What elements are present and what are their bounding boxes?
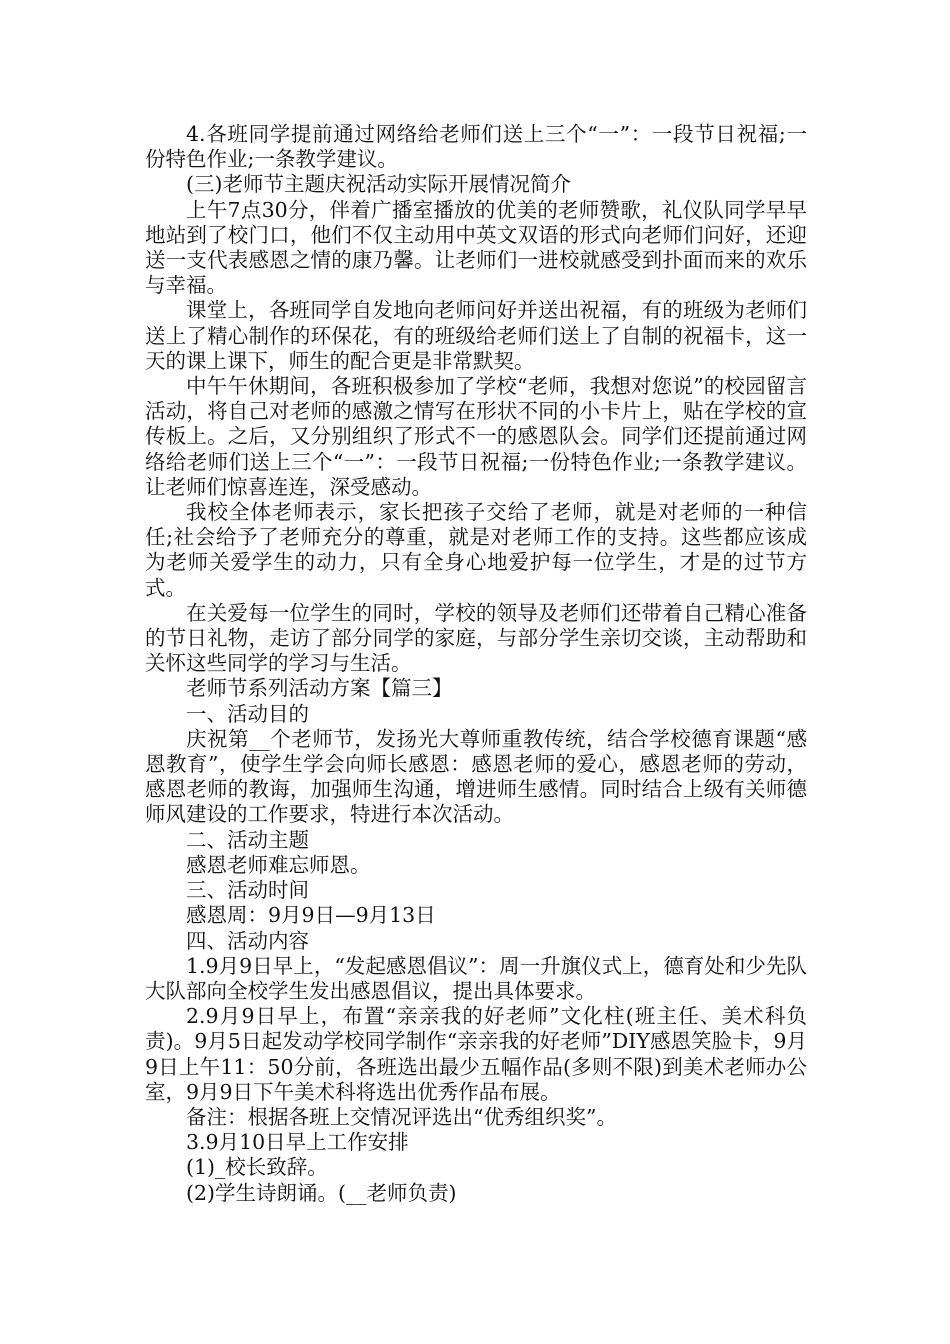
heading-theme: 二、活动主题 — [186, 827, 309, 852]
section-heading-3: (三)老师节主题庆祝活动实际开展情况简介 — [186, 172, 571, 197]
paragraph-purpose: 庆祝第__个老师节，发扬光大尊师重教传统，结合学校德育课题“感恩教育”，使学生学会向师长感恩：感恩老师的爱心，感恩老师的劳动，感恩老师的教诲，加强师生沟通，增进师生感情。同时结合上级有关师德师风建设的工作要求，特进行本次活动。 — [145, 726, 807, 827]
heading-time: 三、活动时间 — [186, 878, 309, 903]
heading-purpose: 一、活动目的 — [186, 701, 309, 726]
sub-item-2: (2)学生诗朗诵。(__老师负责) — [186, 1180, 457, 1205]
paragraph-classroom: 课堂上，各班同学自发地向老师问好并送出祝福，有的班级为老师们送上了精心制作的环保花，有的班级给老师们送上了自制的祝福卡，这一天的课上课下，师生的配合更是非常默契。 — [145, 298, 807, 373]
plan-title: 老师节系列活动方案【篇三】 — [186, 676, 453, 701]
document-page — [145, 122, 807, 1206]
paragraph-morning: 上午7点30分，伴着广播室播放的优美的老师赞歌，礼仪队同学早早地站到了校门口，他们不仅主动用中英文双语的形式向老师们问好，还迎送一支代表感恩之情的康乃馨。让老师们一进校就感受到扑面而来的欢乐与幸福。 — [145, 197, 807, 298]
paragraph-visits: 在关爱每一位学生的同时，学校的领导及老师们还带着自己精心准备的节日礼物，走访了部分同学的家庭，与部分学生亲切交谈，主动帮助和关怀这些同学的学习与生活。 — [145, 600, 807, 676]
content-item-2: 2.9月9日早上，布置“亲亲我的好老师”文化柱(班主任、美术科负责)。9月5日起发动学校同学制作“亲亲我的好老师”DIY感恩笑脸卡，9月9日上午11：50分前，各班选出最少五幅作品(多则不限)到美术老师办公室，9月9日下午美术科将选出优秀作品布展。 — [145, 1004, 807, 1104]
paragraph-teachers: 我校全体老师表示，家长把孩子交给了老师，就是对老师的一种信任;社会给予了老师充分的尊重，就是对老师工作的支持。这些都应该成为老师关爱学生的动力，只有全身心地爱护每一位学生，才是的过节方式。 — [145, 500, 807, 600]
sub-item-1: (1)_校长致辞。 — [186, 1155, 328, 1180]
content-item-3: 3.9月10日早上工作安排 — [186, 1130, 409, 1155]
paragraph-time: 感恩周：9月9日—9月13日 — [186, 903, 436, 928]
note: 备注：根据各班上交情况评选出“优秀组织奖”。 — [186, 1104, 617, 1129]
paragraph-theme: 感恩老师难忘师恩。 — [186, 852, 371, 877]
paragraph-1: 4.各班同学提前通过网络给老师们送上三个“一”：一段节日祝福;一份特色作业;一条教学建议。 — [145, 122, 807, 172]
paragraph-noon: 中午午休期间，各班积极参加了学校“老师，我想对您说”的校园留言活动，将自己对老师的感激之情写在形状不同的小卡片上，贴在学校的宣传板上。之后，又分别组织了形式不一的感恩队会。同学们还提前通过网络给老师们送上三个“一”：一段节日祝福;一份特色作业;一条教学建议。让老师们惊喜连连，深受感动。 — [145, 374, 807, 499]
content-item-1: 1.9月9日早上，“发起感恩倡议”：周一升旗仪式上，德育处和少先队大队部向全校学生发出感恩倡议，提出具体要求。 — [145, 953, 807, 1003]
heading-content: 四、活动内容 — [186, 928, 309, 953]
